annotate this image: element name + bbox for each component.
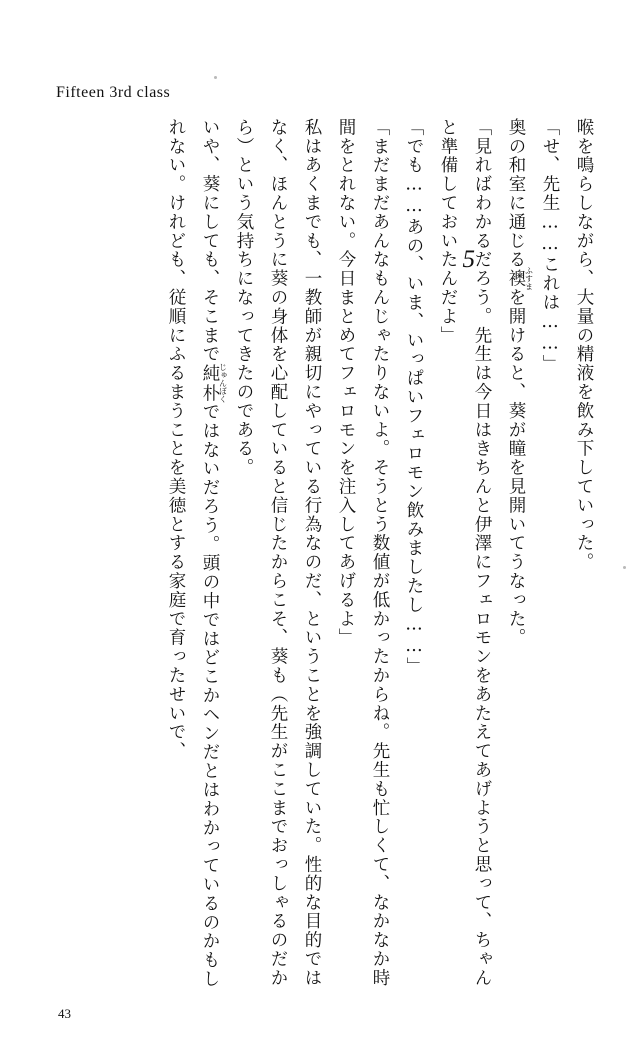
scan-speck — [214, 76, 217, 79]
paragraph-4: 「見ればわかるだろう。先生は今日はきちんと伊澤にフェロモンをあたえてあげようと思って、ちゃんと準備しておいたんだよ」 — [438, 118, 492, 988]
paragraph-3: 奥の和室に通じる襖ふすまを開けると、葵が瞳を見開いてうなった。 — [506, 118, 534, 648]
page-number: 43 — [58, 1006, 71, 1021]
scan-speck — [623, 566, 626, 569]
paragraph-8: いや、葵にしても、そこまで純朴じゅんぼくではないだろう。頭の中ではどこかヘンだとはわかっているのかもしれない。けれども、従順にふるまうことを美徳とする家庭で育ったせいで、 — [166, 118, 228, 989]
paragraph-7: 私はあくまでも、一教師が親切にやっている行為なのだ、ということを強調していた。性的な目的ではなく、ほんとうに葵の身体を心配していると信じたからこそ、葵も（先生がここまでおっしゃるのだから）という気持ちになってきたのである。 — [234, 118, 322, 988]
ruby-annotation: 純朴じゅんぼく — [200, 363, 228, 404]
paragraph-5: 「でも……あの、いま、いっぱいフェロモン飲みましたし……」 — [404, 118, 424, 677]
paragraph-1: 喉を鳴らしながら、大量の精液を飲み下していった。 — [574, 118, 594, 572]
paragraph-6: 「まだまだあんなもんじゃたりないよ。そうとう数値が低かったからね。先生も忙しくて、なかなか時間をとれない。今日まとめてフェロモンを注入してあげるよ」 — [336, 118, 390, 988]
section-number: 5 — [462, 246, 475, 273]
body-text-vertical — [159, 118, 601, 998]
paragraph-2: 「せ、先生……これは……」 — [540, 118, 560, 374]
running-head: Fifteen 3rd class — [56, 84, 171, 101]
ruby-annotation: 襖ふすま — [506, 266, 534, 291]
